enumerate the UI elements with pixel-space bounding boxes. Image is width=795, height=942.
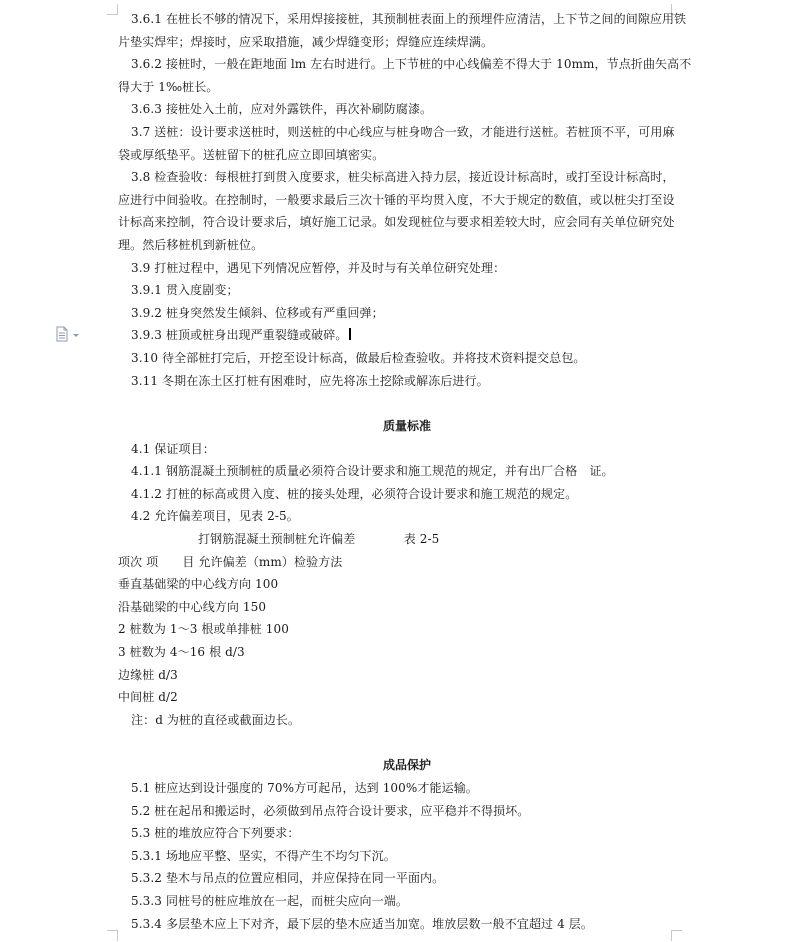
- table-line: 沿基础梁的中心线方向 150: [118, 599, 267, 614]
- text-cursor: [349, 328, 351, 340]
- page-corner-mark: [107, 4, 118, 15]
- page-corner-mark: [107, 930, 118, 941]
- table-note: 注：d 为桩的直径或截面边长。: [131, 712, 300, 727]
- paragraph-line: 理。然后移桩机到新桩位。: [118, 237, 264, 252]
- paragraph-line: 5.3 桩的堆放应符合下列要求：: [131, 826, 300, 841]
- paragraph-line: 3.6.1 在桩长不够的情况下，采用焊接接桩，其预制桩表面上的预埋件应清洁，上下节之间的间隙应用铁: [131, 12, 687, 26]
- paragraph-line: 5.3.1 场地应平整、坚实，不得产生不均匀下沉。: [131, 848, 396, 863]
- paragraph-line: 4.1 保证项目：: [131, 441, 215, 456]
- paragraph-line: 应进行中间验收。在控制时，一般要求最后三次十锤的平均贯入度，不大于规定的数值，或以桩尖打至设: [118, 192, 675, 207]
- paragraph-line: 3.7 送桩：设计要求送桩时，则送桩的中心线应与桩身吻合一致，才能进行送桩。若桩顶不平，可用麻: [131, 124, 675, 139]
- paragraph-line: 3.9 打桩过程中，遇见下列情况应暂停，并及时与有关单位研究处理：: [131, 260, 506, 275]
- section-heading-protection: 成品保护: [382, 758, 431, 773]
- paragraph-line: 3.10 待全部桩打完后，开挖至设计标高，做最后检查验收。并将技术资料提交总包。: [131, 350, 586, 365]
- table-line: 垂直基础梁的中心线方向 100: [118, 577, 279, 592]
- document-body[interactable]: [118, 8, 692, 935]
- paragraph-line: 3.9.1 贯入度剧变；: [131, 283, 239, 298]
- table-line: 2 桩数为 1～3 根或单排桩 100: [118, 622, 289, 637]
- paragraph-line: 4.1.2 打桩的标高或贯入度、桩的接头处理，必须符合设计要求和施工规范的规定。: [131, 486, 578, 501]
- paragraph-line: 计标高来控制，符合设计要求后，填好施工记录。如发现桩位与要求相差较大时，应会同有关单位研究处: [118, 215, 675, 230]
- paragraph-line: 3.6.3 接桩处入土前，应对外露铁件，再次补刷防腐漆。: [131, 102, 433, 117]
- document-icon[interactable]: [56, 326, 82, 342]
- paragraph-line: 5.2 桩在起吊和搬运时，必须做到吊点符合设计要求，应平稳并不得损坏。: [131, 803, 530, 818]
- table-line: 项次 项 目 允许偏差（mm）检验方法: [118, 554, 343, 569]
- table-line: 边缘桩 d/3: [118, 667, 178, 682]
- paragraph-line: 5.3.3 同桩号的桩应堆放在一起，而桩尖应向一端。: [131, 893, 408, 908]
- paragraph-line: 得大于 1‰桩长。: [118, 79, 219, 94]
- paragraph-line-with-cursor: [118, 324, 678, 347]
- paragraph-line: 5.3.4 多层垫木应上下对齐，最下层的垫木应适当加宽。堆放层数一般不宜超过 4 层。: [131, 916, 593, 931]
- paragraph-line: 3.9.2 桩身突然发生倾斜、位移或有严重回弹；: [131, 305, 384, 320]
- paragraph-line: 片垫实焊牢；焊接时，应采取措施，减少焊缝变形；焊缝应连续焊满。: [118, 34, 494, 49]
- section-heading-quality: 质量标准: [382, 419, 431, 434]
- paragraph-line: 袋或厚纸垫平。送桩留下的桩孔应立即回填密实。: [118, 147, 385, 162]
- paragraph-line: 4.2 允许偏差项目，见表 2-5。: [131, 509, 299, 524]
- paragraph-line: 3.8 检查验收：每根桩打到贯入度要求，桩尖标高进入持力层，接近设计标高时，或打至设计标高时，: [131, 170, 675, 185]
- paragraph-line: 3.11 冬期在冻土区打桩有困难时，应先将冻土挖除或解冻后进行。: [131, 373, 489, 388]
- paragraph-line: 5.3.2 垫木与吊点的位置应相同，并应保持在同一平面内。: [131, 871, 445, 886]
- paragraph-text: 3.9.3 桩顶或桩身出现严重裂缝或破碎。: [131, 328, 348, 343]
- table-title: 打钢筋混凝土预制桩允许偏差 表 2-5: [198, 532, 440, 547]
- paragraph-line: 3.6.2 接桩时，一般在距地面 lm 左右时进行。上下节桩的中心线偏差不得大于 10mm，节点折曲矢高不: [131, 57, 692, 72]
- paragraph-line: 4.1.1 钢筋混凝土预制桩的质量必须符合设计要求和施工规范的规定，并有出厂合格 证。: [131, 464, 614, 479]
- paragraph-line: 5.1 桩应达到设计强度的 70%方可起吊，达到 100%才能运输。: [131, 781, 478, 795]
- table-line: 中间桩 d/2: [118, 690, 178, 705]
- table-line: 3 桩数为 4～16 根 d/3: [118, 645, 245, 660]
